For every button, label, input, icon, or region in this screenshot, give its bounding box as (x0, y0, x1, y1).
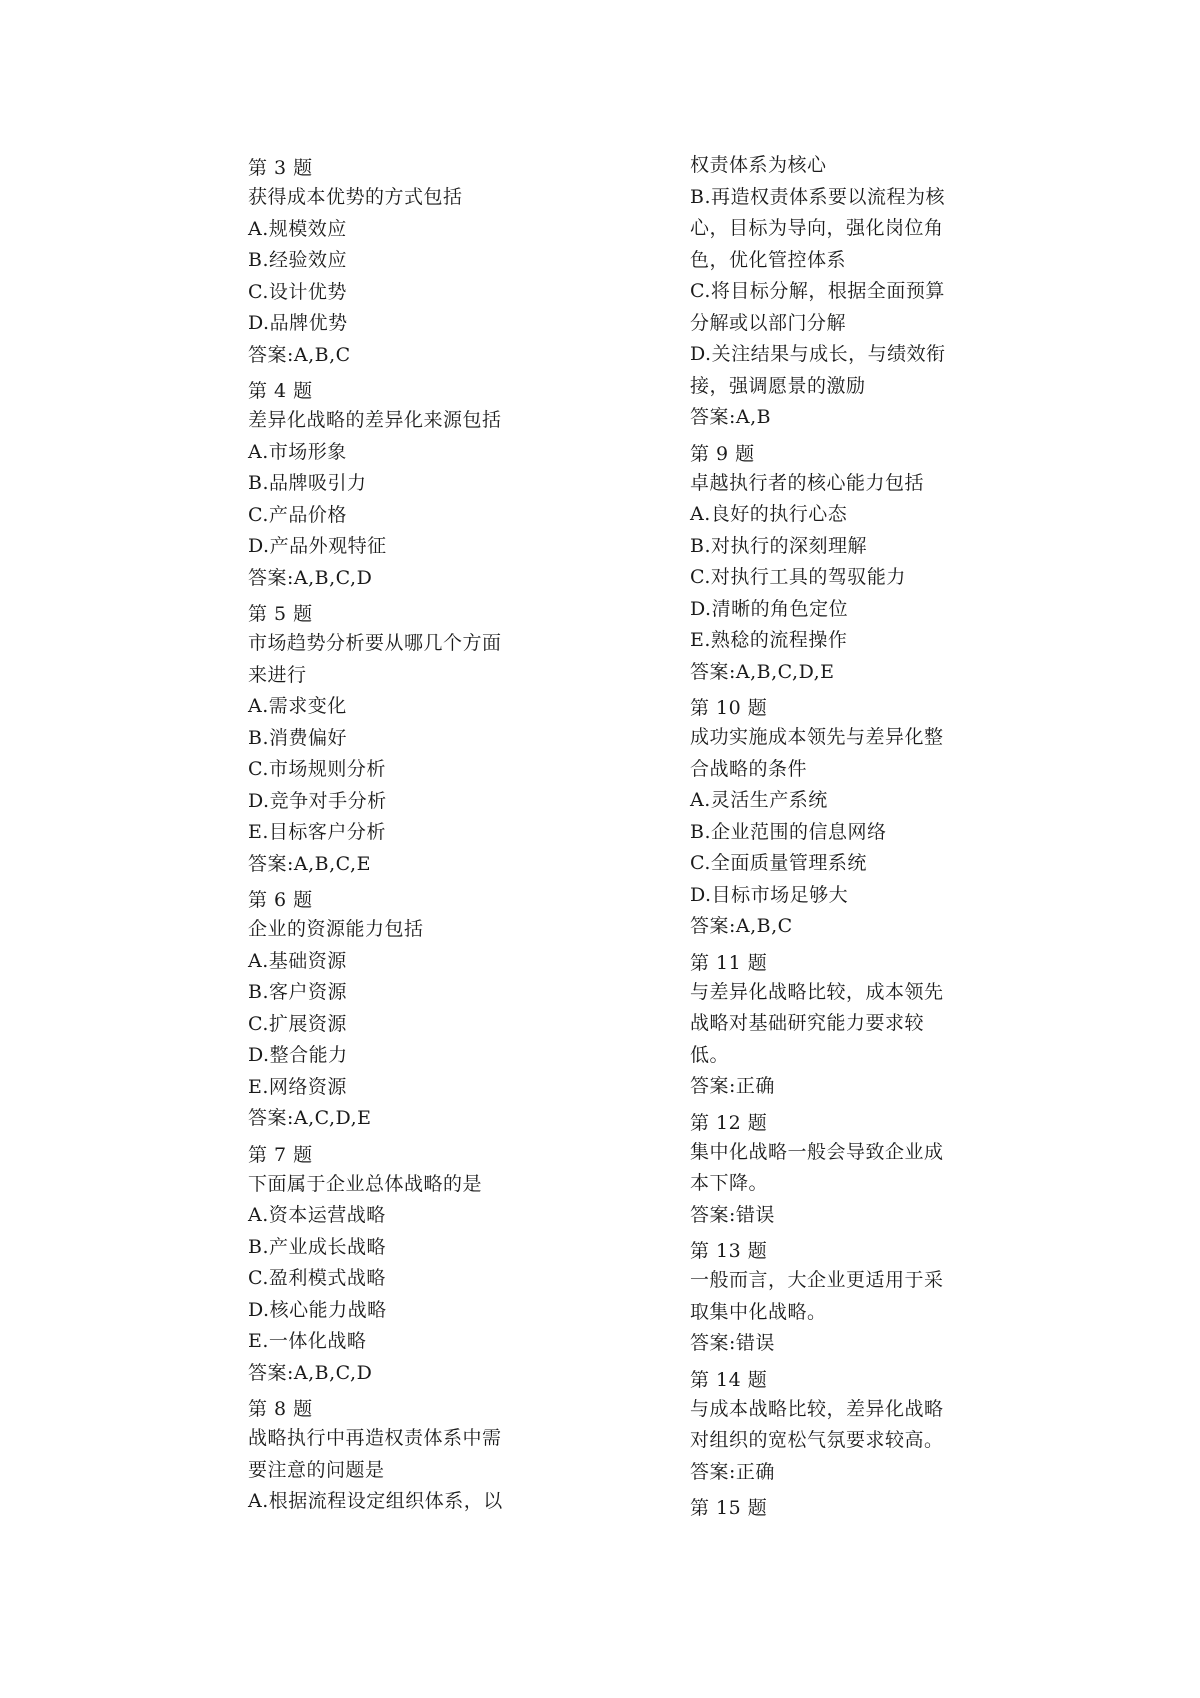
question-text: 获得成本优势的方式包括 (248, 186, 463, 208)
option-line: A.需求变化 (248, 695, 347, 717)
question-text: 市场趋势分析要从哪几个方面 (248, 632, 502, 654)
option-line: A.规模效应 (248, 217, 347, 240)
answer-line: 答案:错误 (690, 1203, 775, 1226)
option-line: A.基础资源 (248, 949, 347, 972)
answer-line: 答案:错误 (690, 1332, 775, 1354)
question-number: 第 6 题 (248, 889, 313, 911)
question-text: 一般而言，大企业更适用于采 (690, 1269, 944, 1291)
question-number: 第 4 题 (248, 380, 313, 402)
option-line: A.市场形象 (248, 440, 347, 463)
question-number: 第 5 题 (248, 603, 313, 625)
question-text: 成功实施成本领先与差异化整 (690, 726, 944, 748)
question-number: 第 14 题 (690, 1368, 768, 1391)
option-line: D.竞争对手分析 (248, 789, 387, 812)
option-line: B.产业成长战略 (248, 1235, 387, 1258)
question-text: 低。 (690, 1043, 730, 1066)
option-line: E.目标客户分析 (248, 821, 386, 843)
question-text: 战略对基础研究能力要求较 (690, 1012, 925, 1034)
option-line: C.设计优势 (248, 280, 347, 303)
option-line: A.资本运营战略 (248, 1204, 386, 1226)
option-line: B.企业范围的信息网络 (690, 820, 887, 843)
option-line: B.再造权责体系要以流程为核 (690, 185, 946, 208)
option-line: B.经验效应 (248, 249, 348, 271)
option-line: C.扩展资源 (248, 1012, 347, 1035)
answer-line: 答案:A,B,C (690, 915, 793, 937)
option-line: D.关注结果与成长，与绩效衔 (690, 343, 946, 365)
question-text: 色，优化管控体系 (690, 248, 847, 271)
option-line: A.良好的执行心态 (690, 503, 848, 525)
question-text: 与成本战略比较，差异化战略 (690, 1397, 944, 1420)
answer-line: 答案:A,B (690, 406, 772, 428)
answer-line: 答案:A,C,D,E (248, 1107, 372, 1129)
option-line: D.品牌优势 (248, 312, 348, 334)
question-number: 第 10 题 (690, 697, 768, 719)
answer-line: 答案:A,B,C,D,E (690, 660, 835, 683)
right-column (690, 150, 960, 1522)
option-line: E.一体化战略 (248, 1330, 367, 1352)
option-line: C.产品价格 (248, 503, 347, 526)
question-text: 对组织的宽松气氛要求较高。 (690, 1429, 944, 1451)
question-text: 下面属于企业总体战略的是 (248, 1172, 483, 1195)
option-line: C.将目标分解，根据全面预算 (690, 280, 945, 302)
option-line: B.客户资源 (248, 981, 348, 1003)
question-number: 第 9 题 (690, 442, 755, 465)
option-line: C.盈利模式战略 (248, 1267, 386, 1289)
question-number: 第 11 题 (690, 951, 768, 974)
option-line: A.灵活生产系统 (690, 789, 828, 811)
option-line: C.全面质量管理系统 (690, 852, 867, 874)
option-line: A.根据流程设定组织体系，以 (248, 1490, 503, 1512)
option-line: D.整合能力 (248, 1044, 348, 1066)
question-number: 第 8 题 (248, 1398, 313, 1420)
answer-line: 答案:正确 (690, 1075, 775, 1097)
option-line: E.网络资源 (248, 1075, 347, 1098)
option-line: D.清晰的角色定位 (690, 597, 849, 620)
question-text: 差异化战略的差异化来源包括 (248, 409, 502, 431)
option-line: C.对执行工具的驾驭能力 (690, 566, 906, 588)
question-number: 第 3 题 (248, 157, 313, 179)
option-line: D.目标市场足够大 (690, 883, 849, 906)
option-line: B.品牌吸引力 (248, 472, 367, 494)
question-text: 本下降。 (690, 1172, 769, 1194)
option-line: D.产品外观特征 (248, 535, 387, 557)
question-text: 权责体系为核心 (690, 154, 827, 176)
question-text: 与差异化战略比较，成本领先 (690, 980, 944, 1003)
option-line: B.消费偏好 (248, 726, 348, 749)
question-text: 合战略的条件 (690, 757, 808, 780)
answer-line: 答案:正确 (690, 1460, 775, 1483)
question-number: 第 13 题 (690, 1240, 768, 1262)
question-text: 接，强调愿景的激励 (690, 374, 866, 397)
question-text: 战略执行中再造权责体系中需 (248, 1427, 502, 1449)
answer-line: 答案:A,B,C (248, 343, 351, 366)
question-number: 第 12 题 (690, 1111, 768, 1134)
question-text: 集中化战略一般会导致企业成 (690, 1140, 944, 1163)
option-line: B.对执行的深刻理解 (690, 534, 868, 557)
question-number: 第 15 题 (690, 1497, 768, 1519)
left-column (248, 154, 518, 1518)
answer-line: 答案:A,B,C,E (248, 852, 371, 875)
answer-line: 答案:A,B,C,D (248, 1361, 373, 1384)
option-line: C.市场规则分析 (248, 758, 386, 780)
answer-line: 答案:A,B,C,D (248, 566, 373, 589)
question-number: 第 7 题 (248, 1143, 313, 1166)
question-text: 来进行 (248, 663, 307, 686)
option-line: E.熟稔的流程操作 (690, 629, 848, 651)
question-text: 卓越执行者的核心能力包括 (690, 471, 925, 494)
question-text: 分解或以部门分解 (690, 311, 847, 334)
option-line: D.核心能力战略 (248, 1298, 387, 1321)
question-text: 要注意的问题是 (248, 1458, 385, 1481)
question-text: 心，目标为导向，强化岗位角 (690, 217, 944, 239)
question-text: 取集中化战略。 (690, 1300, 827, 1323)
question-text: 企业的资源能力包括 (248, 918, 424, 940)
